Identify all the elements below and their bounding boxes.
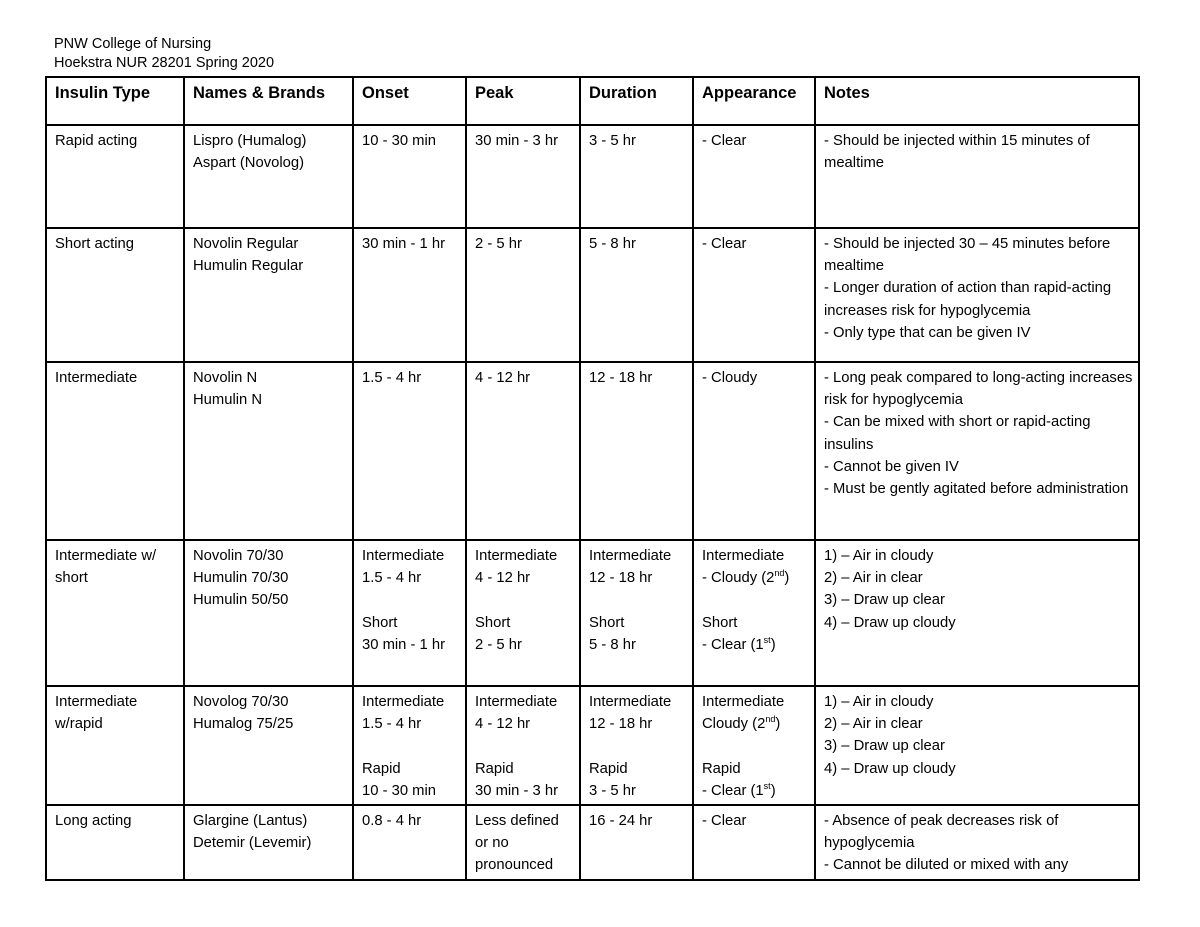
peak-cell bbox=[466, 125, 580, 228]
table-body bbox=[46, 125, 1139, 880]
cell-line: Rapid bbox=[475, 760, 514, 777]
cell-line: 3 - 5 hr bbox=[589, 133, 636, 149]
ordinal-superscript: st bbox=[763, 634, 771, 645]
cell-line: Short acting bbox=[55, 236, 134, 252]
header-course: Hoekstra NUR 28201 Spring 2020 bbox=[54, 55, 275, 71]
cell-line bbox=[702, 780, 810, 802]
cell-line: Short bbox=[589, 614, 625, 631]
document-header bbox=[54, 35, 274, 73]
cell-line: - Clear bbox=[702, 133, 747, 149]
cell-line: - Should be injected 30 – 45 minutes before mealtime bbox=[824, 236, 1111, 275]
cell-line: Humulin 70/30 bbox=[193, 570, 289, 587]
cell-line: 3) – Draw up clear bbox=[824, 738, 945, 755]
duration-cell bbox=[580, 540, 693, 686]
insulin-type-cell bbox=[46, 805, 184, 880]
names-brands-cell bbox=[184, 805, 353, 880]
peak-cell bbox=[466, 540, 580, 686]
cell-line: 30 min - 1 hr bbox=[362, 636, 446, 653]
cell-line: short bbox=[55, 570, 88, 587]
table-header-row bbox=[46, 77, 1139, 125]
cell-line: Rapid acting bbox=[55, 133, 138, 149]
cell-line: Lispro (Humalog) bbox=[193, 133, 307, 149]
cell-line: Novolog 70/30 bbox=[193, 694, 289, 710]
cell-line: 12 - 18 hr bbox=[589, 716, 653, 733]
cell-line: 4) – Draw up cloudy bbox=[824, 614, 956, 631]
onset-cell bbox=[353, 805, 466, 880]
cell-line: Intermediate bbox=[589, 548, 672, 564]
cell-line: Humulin 50/50 bbox=[193, 592, 289, 609]
cell-line: 16 - 24 hr bbox=[589, 813, 653, 829]
cell-line: Short bbox=[475, 614, 511, 631]
cell-line: - Cannot be given IV bbox=[824, 458, 959, 475]
cell-line: Novolin Regular bbox=[193, 236, 299, 252]
cell-line: - Longer duration of action than rapid-acting increases risk for hypoglycemia bbox=[824, 280, 1112, 319]
cell-line bbox=[475, 735, 575, 757]
cell-line bbox=[702, 713, 810, 735]
notes-cell bbox=[815, 228, 1139, 362]
cell-line: - Should be injected within 15 minutes of mealtime bbox=[824, 133, 1090, 172]
names-brands-cell bbox=[184, 228, 353, 362]
cell-line: Rapid bbox=[589, 760, 628, 777]
table-row bbox=[46, 228, 1139, 362]
cell-line bbox=[702, 634, 810, 656]
duration-cell bbox=[580, 228, 693, 362]
cell-line: Intermediate bbox=[55, 694, 138, 710]
cell-line: 2) – Air in clear bbox=[824, 570, 923, 587]
cell-line: Intermediate bbox=[362, 548, 445, 564]
cell-line bbox=[702, 691, 810, 713]
cell-line bbox=[702, 735, 810, 757]
onset-cell bbox=[353, 228, 466, 362]
onset-cell bbox=[353, 540, 466, 686]
ordinal-superscript: nd bbox=[765, 714, 776, 725]
cell-line bbox=[702, 589, 810, 611]
cell-line: or no bbox=[475, 835, 509, 852]
cell-line: - Can be mixed with short or rapid-acting insulins bbox=[824, 414, 1091, 453]
cell-line: Intermediate w/ bbox=[55, 548, 157, 564]
appearance-cell bbox=[693, 805, 815, 880]
column-header-names-brands: Names & Brands bbox=[184, 77, 353, 125]
cell-line: 4 - 12 hr bbox=[475, 716, 531, 733]
cell-line: Less defined bbox=[475, 813, 559, 829]
insulin-type-cell bbox=[46, 686, 184, 805]
onset-cell bbox=[353, 686, 466, 805]
cell-line: Intermediate bbox=[475, 548, 558, 564]
appearance-cell bbox=[693, 362, 815, 540]
cell-line: Intermediate bbox=[55, 370, 138, 386]
appearance-cell bbox=[693, 228, 815, 362]
cell-line: Intermediate bbox=[589, 694, 672, 710]
column-header-duration: Duration bbox=[580, 77, 693, 125]
cell-line: Intermediate bbox=[475, 694, 558, 710]
cell-line: w/rapid bbox=[55, 716, 103, 733]
cell-line: 1.5 - 4 hr bbox=[362, 570, 422, 587]
cell-text-suffix: ) bbox=[784, 570, 790, 587]
cell-text: Rapid bbox=[702, 760, 741, 777]
insulin-type-cell bbox=[46, 228, 184, 362]
cell-line: 12 - 18 hr bbox=[589, 370, 653, 386]
onset-cell bbox=[353, 125, 466, 228]
cell-line: 2) – Air in clear bbox=[824, 716, 923, 733]
cell-line: Novolin 70/30 bbox=[193, 548, 284, 564]
cell-text-suffix: ) bbox=[770, 636, 776, 653]
table-row bbox=[46, 805, 1139, 880]
peak-cell bbox=[466, 805, 580, 880]
duration-cell bbox=[580, 362, 693, 540]
insulin-table bbox=[45, 76, 1140, 881]
cell-line: 10 - 30 min bbox=[362, 782, 437, 799]
column-header-insulin-type: Insulin Type bbox=[46, 77, 184, 125]
cell-line: - Clear bbox=[702, 236, 747, 252]
duration-cell bbox=[580, 686, 693, 805]
onset-cell bbox=[353, 362, 466, 540]
ordinal-superscript: nd bbox=[774, 568, 785, 579]
cell-line: 30 min - 3 hr bbox=[475, 133, 559, 149]
insulin-type-cell bbox=[46, 362, 184, 540]
column-header-appearance: Appearance bbox=[693, 77, 815, 125]
cell-line: 2 - 5 hr bbox=[475, 636, 522, 653]
cell-line: Intermediate bbox=[362, 694, 445, 710]
table-row bbox=[46, 540, 1139, 686]
cell-line bbox=[589, 589, 688, 611]
cell-line bbox=[702, 545, 810, 567]
cell-line: - Absence of peak decreases risk of hypoglycemia bbox=[824, 813, 1059, 852]
column-header-peak: Peak bbox=[466, 77, 580, 125]
cell-line bbox=[362, 589, 461, 611]
peak-cell bbox=[466, 686, 580, 805]
header-college: PNW College of Nursing bbox=[54, 36, 212, 52]
cell-line: Detemir (Levemir) bbox=[193, 835, 312, 852]
cell-line: 3) – Draw up clear bbox=[824, 592, 945, 609]
cell-line: 0.8 - 4 hr bbox=[362, 813, 422, 829]
cell-line: 30 min - 1 hr bbox=[362, 236, 446, 252]
cell-line bbox=[362, 735, 461, 757]
ordinal-superscript: st bbox=[763, 780, 771, 791]
peak-cell bbox=[466, 362, 580, 540]
duration-cell bbox=[580, 805, 693, 880]
column-header-notes: Notes bbox=[815, 77, 1139, 125]
cell-line: 2 - 5 hr bbox=[475, 236, 522, 252]
cell-text: Cloudy (2 bbox=[702, 716, 766, 733]
cell-text: Intermediate bbox=[702, 694, 785, 710]
cell-line bbox=[702, 758, 810, 780]
table-row bbox=[46, 686, 1139, 805]
column-header-onset: Onset bbox=[353, 77, 466, 125]
cell-line: 5 - 8 hr bbox=[589, 236, 636, 252]
duration-cell bbox=[580, 125, 693, 228]
table-row bbox=[46, 125, 1139, 228]
insulin-type-cell bbox=[46, 125, 184, 228]
cell-text: Intermediate bbox=[702, 548, 785, 564]
cell-text: - Clear (1 bbox=[702, 636, 764, 653]
cell-line: Humulin Regular bbox=[193, 258, 304, 275]
cell-line: - Long peak compared to long-acting increases risk for hypoglycemia bbox=[824, 370, 1133, 409]
cell-line: 4) – Draw up cloudy bbox=[824, 760, 956, 777]
cell-line: - Only type that can be given IV bbox=[824, 324, 1031, 341]
cell-line: 1.5 - 4 hr bbox=[362, 370, 422, 386]
cell-line bbox=[475, 589, 575, 611]
cell-line: - Cloudy bbox=[702, 370, 758, 386]
cell-line: 3 - 5 hr bbox=[589, 782, 636, 799]
cell-line: 1) – Air in cloudy bbox=[824, 694, 934, 710]
cell-line: - Cannot be diluted or mixed with any bbox=[824, 857, 1069, 874]
notes-cell bbox=[815, 805, 1139, 880]
cell-text: Short bbox=[702, 614, 738, 631]
cell-text: - Cloudy (2 bbox=[702, 570, 775, 587]
names-brands-cell bbox=[184, 125, 353, 228]
cell-line: Aspart (Novolog) bbox=[193, 155, 305, 172]
cell-line: - Clear bbox=[702, 813, 747, 829]
cell-line: 10 - 30 min bbox=[362, 133, 437, 149]
cell-line bbox=[702, 567, 810, 589]
appearance-cell bbox=[693, 540, 815, 686]
cell-line: Long acting bbox=[55, 813, 132, 829]
notes-cell bbox=[815, 125, 1139, 228]
cell-line: Short bbox=[362, 614, 398, 631]
cell-line: 12 - 18 hr bbox=[589, 570, 653, 587]
cell-line: Glargine (Lantus) bbox=[193, 813, 308, 829]
cell-line: 4 - 12 hr bbox=[475, 570, 531, 587]
cell-line: Humalog 75/25 bbox=[193, 716, 294, 733]
names-brands-cell bbox=[184, 362, 353, 540]
cell-line bbox=[702, 612, 810, 634]
cell-line: Novolin N bbox=[193, 370, 258, 386]
cell-line: 4 - 12 hr bbox=[475, 370, 531, 386]
cell-line: 5 - 8 hr bbox=[589, 636, 636, 653]
names-brands-cell bbox=[184, 686, 353, 805]
appearance-cell bbox=[693, 686, 815, 805]
cell-line: 30 min - 3 hr bbox=[475, 782, 559, 799]
cell-text-suffix: ) bbox=[770, 782, 776, 799]
cell-text: - Clear (1 bbox=[702, 782, 764, 799]
cell-line: 1.5 - 4 hr bbox=[362, 716, 422, 733]
cell-line: Humulin N bbox=[193, 392, 263, 409]
cell-line: Rapid bbox=[362, 760, 401, 777]
appearance-cell bbox=[693, 125, 815, 228]
cell-line: 1) – Air in cloudy bbox=[824, 548, 934, 564]
cell-line: pronounced bbox=[475, 857, 554, 874]
notes-cell bbox=[815, 362, 1139, 540]
notes-cell bbox=[815, 686, 1139, 805]
names-brands-cell bbox=[184, 540, 353, 686]
cell-line: - Must be gently agitated before administration bbox=[824, 481, 1129, 498]
cell-text-suffix: ) bbox=[775, 716, 781, 733]
cell-line bbox=[589, 735, 688, 757]
notes-cell bbox=[815, 540, 1139, 686]
peak-cell bbox=[466, 228, 580, 362]
insulin-type-cell bbox=[46, 540, 184, 686]
table-row bbox=[46, 362, 1139, 540]
